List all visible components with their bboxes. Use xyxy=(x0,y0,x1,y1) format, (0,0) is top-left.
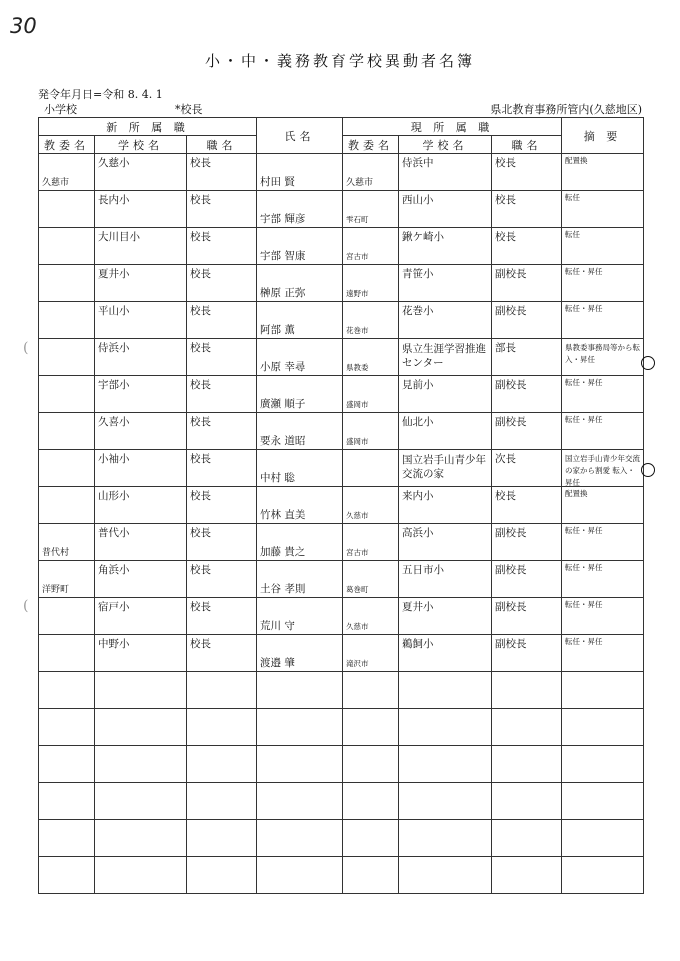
remarks: 転任・昇任 xyxy=(565,600,603,609)
current-school: 侍浜中 xyxy=(402,157,434,169)
table-row xyxy=(39,228,644,265)
person-name: 榊原 正弥 xyxy=(260,286,306,299)
current-board: 花巻市 xyxy=(346,326,369,336)
new-position: 校長 xyxy=(190,601,211,613)
current-school: 仙北小 xyxy=(402,416,434,428)
issue-date: 発令年月日=令和 8. 4. 1 xyxy=(38,88,163,101)
table-row xyxy=(39,302,644,339)
current-board: 久慈市 xyxy=(346,511,369,521)
person-name: 加藤 貴之 xyxy=(260,545,306,558)
new-school: 久慈小 xyxy=(98,157,130,169)
table-row xyxy=(39,376,644,413)
current-school: 夏井小 xyxy=(402,601,434,613)
current-school: 見前小 xyxy=(402,379,434,391)
header-current-position: 職名 xyxy=(492,136,562,154)
current-school: 国立岩手山青少年交流の家 xyxy=(402,454,487,480)
table-row xyxy=(39,191,644,228)
person-name: 土谷 孝則 xyxy=(260,582,306,595)
region-label: 県北教育事務所管内(久慈地区) xyxy=(490,103,642,116)
table-row xyxy=(39,561,644,598)
current-school: 花巻小 xyxy=(402,305,434,317)
current-school: 来内小 xyxy=(402,490,434,502)
current-school: 鍬ケ崎小 xyxy=(402,231,445,243)
current-position: 校長 xyxy=(495,194,517,206)
current-board: 雫石町 xyxy=(346,215,369,225)
current-position: 副校長 xyxy=(495,305,527,317)
current-board: 盛岡市 xyxy=(346,400,369,410)
remarks: 転任・昇任 xyxy=(565,415,603,424)
empty-row xyxy=(39,857,644,894)
remarks: 国立岩手山青少年交流の家から割愛 転入・昇任 xyxy=(565,454,641,487)
header-new-board: 教委名 xyxy=(39,136,95,154)
margin-mark: ( xyxy=(23,340,29,356)
new-school: 普代小 xyxy=(98,527,130,539)
new-school: 山形小 xyxy=(98,490,130,502)
table-row xyxy=(39,635,644,672)
current-school: 西山小 xyxy=(402,194,434,206)
table-row xyxy=(39,339,644,376)
person-name: 廣瀬 順子 xyxy=(260,397,306,410)
new-position: 校長 xyxy=(190,342,211,354)
header-current-board: 教委名 xyxy=(343,136,399,154)
table-row xyxy=(39,413,644,450)
table-row xyxy=(39,450,644,487)
empty-row xyxy=(39,672,644,709)
current-school: 高浜小 xyxy=(402,527,434,539)
current-position: 校長 xyxy=(495,157,517,169)
current-position: 副校長 xyxy=(495,638,527,650)
current-board: 滝沢市 xyxy=(346,659,369,669)
remarks: 県教委事務局等から転入・昇任 xyxy=(565,343,641,364)
current-board: 久慈市 xyxy=(346,622,369,632)
person-name: 宇部 輝彦 xyxy=(260,212,306,225)
school-type: 小学校 xyxy=(44,103,77,116)
current-board: 遠野市 xyxy=(346,289,369,299)
margin-mark: ( xyxy=(23,598,29,614)
empty-row xyxy=(39,783,644,820)
current-position: 次長 xyxy=(495,453,517,465)
empty-row xyxy=(39,820,644,857)
remarks: 転任・昇任 xyxy=(565,304,603,313)
current-school: 五日市小 xyxy=(402,564,445,576)
new-position: 校長 xyxy=(190,268,211,280)
transfer-roster-table xyxy=(38,117,644,894)
table-row xyxy=(39,487,644,524)
current-school: 県立生涯学習推進センター xyxy=(402,343,487,369)
new-school: 角浜小 xyxy=(98,564,130,576)
new-position: 校長 xyxy=(190,490,211,502)
new-board: 普代村 xyxy=(42,547,70,558)
header-name: 氏名 xyxy=(257,118,343,154)
new-school: 夏井小 xyxy=(98,268,130,280)
new-position: 校長 xyxy=(190,305,211,317)
new-position: 校長 xyxy=(190,379,211,391)
circle-mark xyxy=(641,356,655,370)
person-name: 渡邉 肇 xyxy=(260,656,295,669)
new-school: 長内小 xyxy=(98,194,130,206)
current-board: 宮古市 xyxy=(346,548,369,558)
remarks: 転任・昇任 xyxy=(565,637,603,646)
header-new-assignment: 新 所 属 職 xyxy=(39,118,257,136)
page-number: 30 xyxy=(10,14,37,38)
person-name: 宇部 智康 xyxy=(260,249,306,262)
header-current-assignment: 現 所 属 職 xyxy=(343,118,562,136)
table-row xyxy=(39,598,644,635)
current-position: 校長 xyxy=(495,231,517,243)
current-board: 宮古市 xyxy=(346,252,369,262)
remarks: 転任 xyxy=(565,193,581,202)
current-position: 副校長 xyxy=(495,601,527,613)
current-position: 副校長 xyxy=(495,527,527,539)
remarks: 配置換 xyxy=(565,489,588,498)
empty-row xyxy=(39,746,644,783)
current-position: 副校長 xyxy=(495,416,527,428)
current-school: 鵜飼小 xyxy=(402,638,434,650)
person-name: 要永 道昭 xyxy=(260,434,306,447)
new-position: 校長 xyxy=(190,564,211,576)
current-board: 葛巻町 xyxy=(346,585,369,595)
new-position: 校長 xyxy=(190,157,211,169)
new-school: 小袖小 xyxy=(98,453,130,465)
person-name: 阿部 薫 xyxy=(260,323,295,336)
new-position: 校長 xyxy=(190,194,211,206)
new-position: 校長 xyxy=(190,527,211,539)
current-board: 県教委 xyxy=(346,363,369,373)
table-row xyxy=(39,265,644,302)
remarks: 転任・昇任 xyxy=(565,378,603,387)
new-board: 久慈市 xyxy=(42,177,70,188)
new-position: 校長 xyxy=(190,231,211,243)
circle-mark xyxy=(641,463,655,477)
current-position: 副校長 xyxy=(495,379,527,391)
current-position: 副校長 xyxy=(495,268,527,280)
current-position: 校長 xyxy=(495,490,517,502)
empty-row xyxy=(39,709,644,746)
new-position: 校長 xyxy=(190,416,211,428)
current-board: 盛岡市 xyxy=(346,437,369,447)
table-row xyxy=(39,154,644,191)
new-school: 平山小 xyxy=(98,305,130,317)
current-position: 副校長 xyxy=(495,564,527,576)
new-position: 校長 xyxy=(190,453,211,465)
current-board: 久慈市 xyxy=(346,177,374,188)
remarks: 転任 xyxy=(565,230,581,239)
new-school: 宇部小 xyxy=(98,379,130,391)
person-name: 竹林 直美 xyxy=(260,508,306,521)
document-title: 小・中・義務教育学校異動者名簿 xyxy=(204,52,475,70)
current-position: 部長 xyxy=(495,342,517,354)
current-school: 青笹小 xyxy=(402,268,434,280)
header-current-school: 学校名 xyxy=(399,136,492,154)
person-name: 村田 賢 xyxy=(260,175,295,188)
header-new-school: 学校名 xyxy=(95,136,187,154)
new-board: 洋野町 xyxy=(42,584,70,595)
table-row xyxy=(39,524,644,561)
person-name: 小原 幸尋 xyxy=(260,360,306,373)
remarks: 転任・昇任 xyxy=(565,526,603,535)
new-school: 中野小 xyxy=(98,638,130,650)
new-school: 大川目小 xyxy=(98,231,140,243)
new-school: 宿戸小 xyxy=(98,601,130,613)
new-school: 久喜小 xyxy=(98,416,130,428)
person-name: 荒川 守 xyxy=(260,619,295,632)
new-position: 校長 xyxy=(190,638,211,650)
position-filter: *校長 xyxy=(175,103,203,116)
new-school: 侍浜小 xyxy=(98,342,130,354)
header-new-position: 職名 xyxy=(187,136,257,154)
remarks: 転任・昇任 xyxy=(565,267,603,276)
header-remarks: 摘 要 xyxy=(562,118,644,154)
remarks: 配置換 xyxy=(565,156,588,165)
remarks: 転任・昇任 xyxy=(565,563,603,572)
person-name: 中村 聡 xyxy=(260,471,295,484)
